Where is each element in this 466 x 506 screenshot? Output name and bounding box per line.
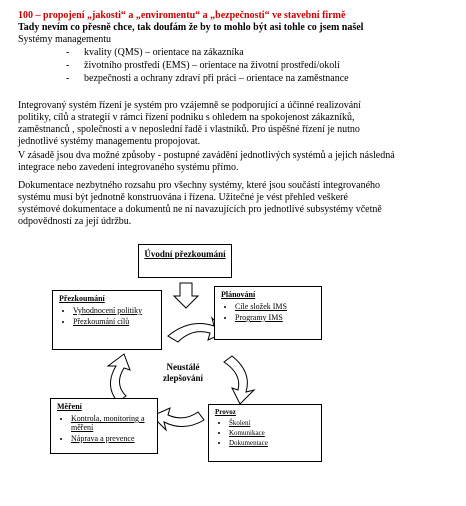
list-item: • Komunikace [229, 429, 321, 437]
list-item: • Přezkoumání cílů [73, 317, 161, 326]
dash-bullet: - [66, 60, 70, 71]
box-initial-review: Úvodní přezkoumání [138, 244, 232, 278]
list-item: • Školení [229, 419, 321, 427]
document-title: 100 – propojení „jakosti“ a „enviromentu“ a „bezpečnosti“ ve stavební firmě [18, 10, 346, 21]
curved-arrow-left [108, 354, 130, 402]
systems-heading: Systémy managementu [18, 34, 112, 45]
box-planning: Plánování • Cíle složek IMS • Programy IMS [214, 286, 322, 340]
list-item: • Náprava a prevence [71, 434, 157, 443]
curved-arrow-bottom [152, 408, 204, 430]
list-item: • Vyhodnocení politiky [73, 306, 161, 315]
curved-arrow-right [224, 356, 254, 404]
down-arrow [174, 283, 198, 308]
box-measurement: Měření • Kontrola, monitoring a měření • Náprava a prevence [50, 398, 158, 454]
list-item: • Dokumentace [229, 439, 321, 447]
box-operation: Provoz • Školení • Komunikace • Dokumentace [208, 404, 322, 462]
list-item: • Programy IMS [235, 313, 321, 322]
dash-bullet: - [66, 73, 70, 84]
box-review: Přezkoumání • Vyhodnocení politiky • Přezkoumání cílů [52, 290, 162, 350]
list-item: • Cíle složek IMS [235, 302, 321, 311]
center-continuous-improvement: Neustálé zlepšování [162, 362, 203, 383]
document-subtitle: Tady nevím co přesně chce, tak doufám že by to mohlo být asi tohle co jsem našel [18, 22, 364, 33]
list-item: • Kontrola, monitoring a měření [71, 414, 157, 432]
dash-bullet: - [66, 47, 70, 58]
